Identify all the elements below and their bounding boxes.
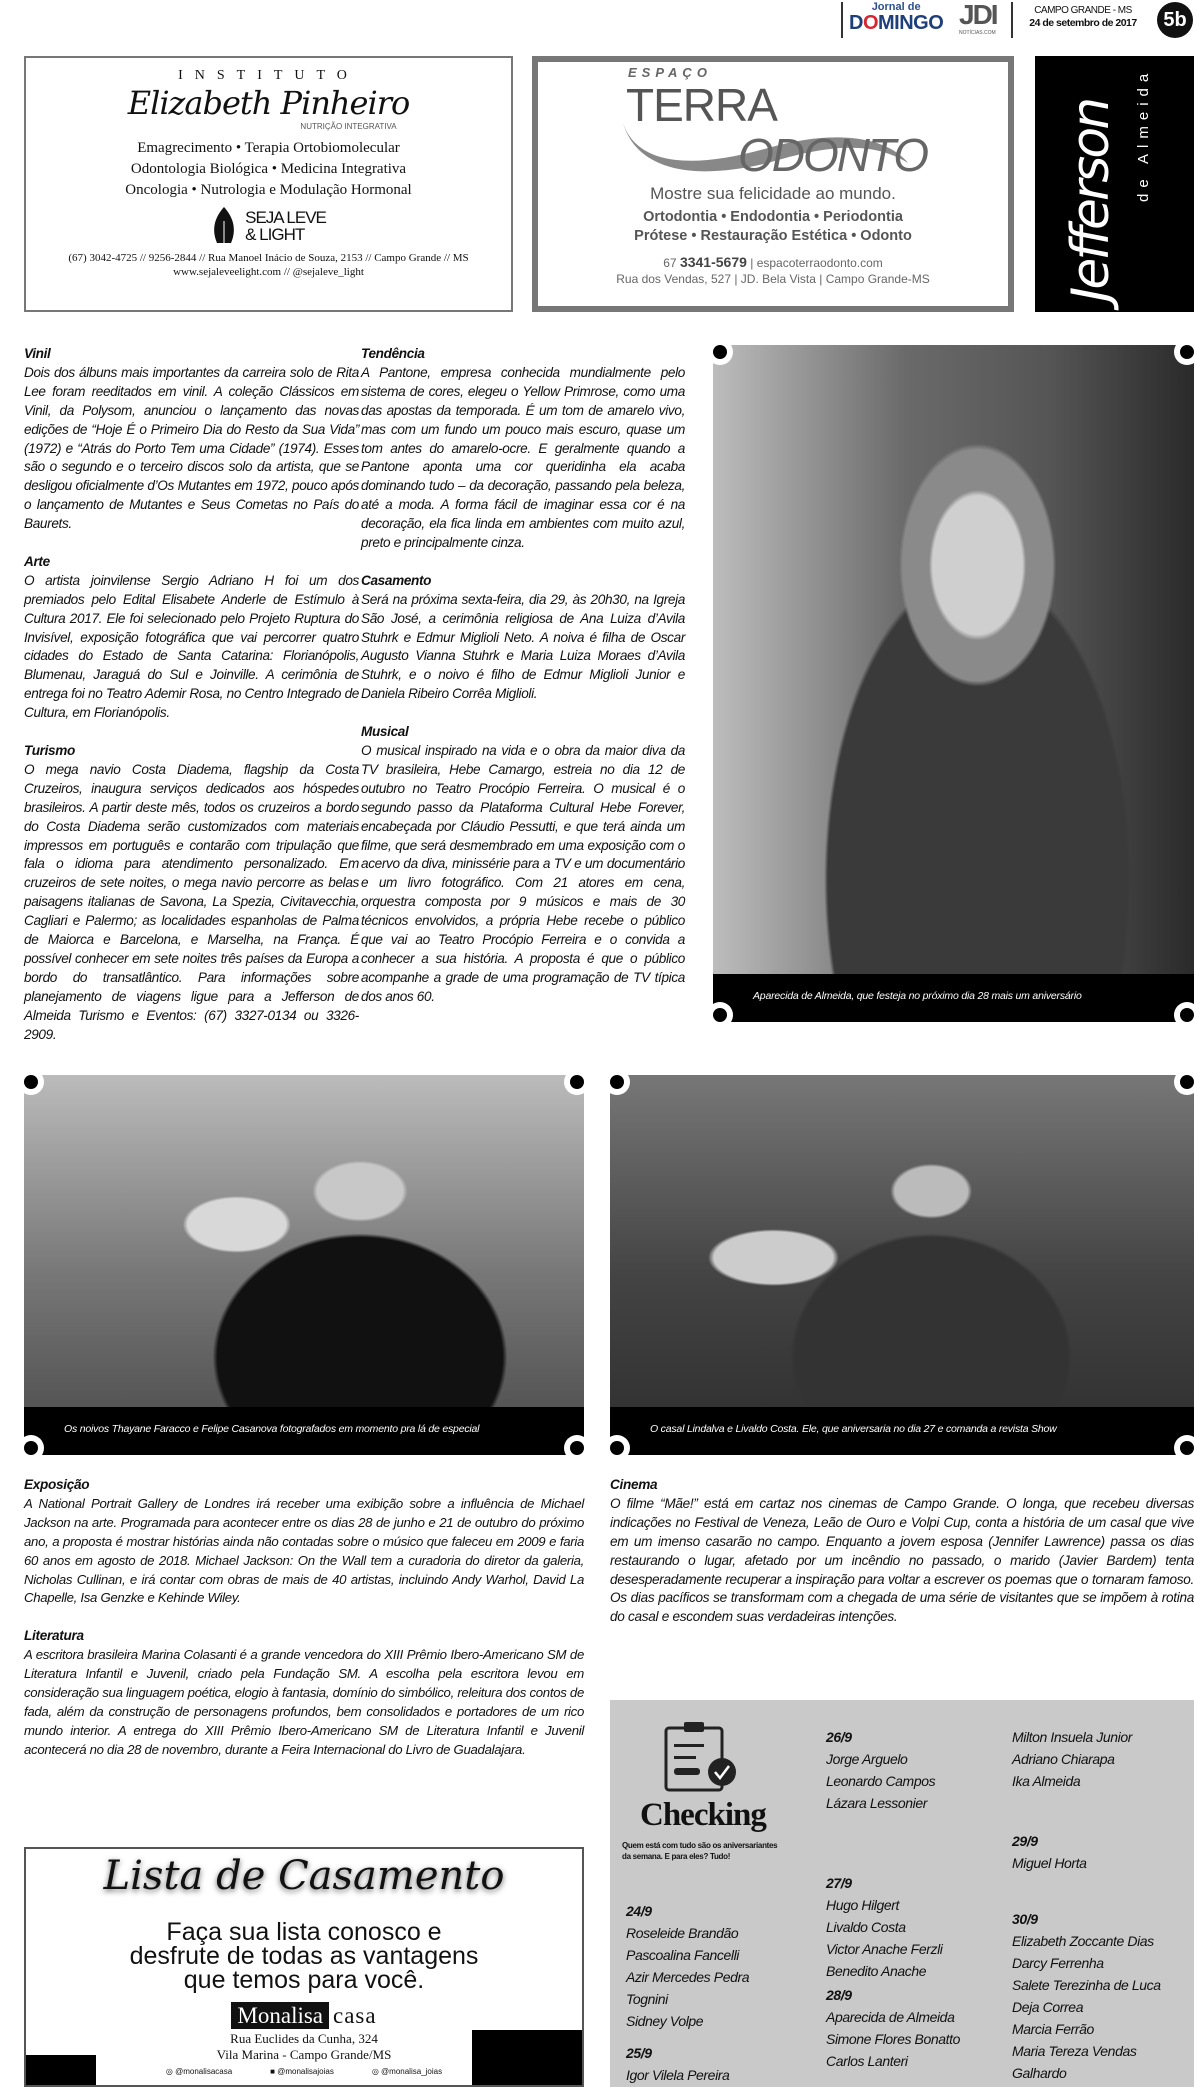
birthday-name: Roseleide Brandão xyxy=(626,1925,739,1941)
birthday-group xyxy=(1012,1908,1161,2084)
birthday-group xyxy=(826,1726,935,1814)
ad-web: www.sejaleveelight.com // @sejaleve_light xyxy=(173,266,364,278)
birthday-name: Simone Flores Bonatto xyxy=(826,2031,961,2047)
ad-espaco: ESPAÇO xyxy=(628,65,712,80)
logo-big-text xyxy=(849,13,943,33)
birthday-group xyxy=(826,1984,960,2072)
ad-ddd: 67 xyxy=(663,256,677,270)
instagram-handle: ◎ @monalisa_joias xyxy=(371,2067,443,2076)
birthday-name: Adriano Chiarapa xyxy=(1012,1751,1115,1767)
ad-service-line: Prótese • Restauração Estética • Odonto xyxy=(634,228,912,244)
monalisa-logo xyxy=(231,2002,376,2029)
birthday-name: Salete Terezinha de Luca xyxy=(1012,1977,1161,1993)
jdi-text: JDI xyxy=(959,0,997,30)
column-brand-jefferson xyxy=(1035,56,1194,312)
birthday-name: Hugo Hilgert xyxy=(826,1897,900,1913)
facebook-handle: ■ @monalisajoias xyxy=(270,2067,334,2076)
birthday-name: Lázara Lessonier xyxy=(826,1795,927,1811)
birthday-date: 25/9 xyxy=(626,2045,652,2061)
clipboard-check-icon xyxy=(662,1722,742,1794)
birthday-name: Darcy Ferrenha xyxy=(1012,1955,1104,1971)
photo-casal xyxy=(610,1075,1194,1455)
birthday-date: 27/9 xyxy=(826,1875,852,1891)
article-body: O mega navio Costa Diadema, flagship da Costa Cruzeiros, inaugura serviços dedicados aos hóspedes brasileiros. A partir deste mês, todos os cruzeiros a bordo do Costa Diadema serão customizados com materiais impressos em português e contarão com tripulação que fala o idioma para atendimento personalizado. Em cruzeiros de sete noites, o mega navio percorre as belas paisagens italianas de Savona, La Spezia, Civitavecchia, Cagliari e Palermo; as localidades espanholas de Palma de Maiorca e Barcelona, e Marselha, na França. É possível conhecer em sete noites três países da Europa a bordo do transatlântico. Para informações sobre planejamento de viagens ligue para a Jefferson de Almeida Turismo e Eventos: (67) 3327-0134 ou 3326-2909. xyxy=(24,761,359,1042)
birthday-name: Livaldo Costa xyxy=(826,1919,906,1935)
birthday-name: Pascoalina Fancelli xyxy=(626,1947,740,1963)
ad-body-line: Faça sua lista conosco e xyxy=(166,1918,442,1946)
divider xyxy=(1011,2,1013,38)
ad-service-line: Ortodontia • Endodontia • Periodontia xyxy=(643,209,903,225)
birthday-date: 28/9 xyxy=(826,1987,852,2003)
birthday-group xyxy=(826,1872,943,1982)
article-title: Tendência xyxy=(361,346,425,361)
ad-address: Rua Euclides da Cunha, 324 xyxy=(230,2031,378,2046)
article-title: Vinil xyxy=(24,346,51,361)
birthday-date: 26/9 xyxy=(826,1729,852,1745)
divider xyxy=(841,2,843,38)
brand-a: Monalisa xyxy=(231,2002,329,2029)
ad-title: Lista de Casamento xyxy=(103,1853,505,1899)
article-title: Casamento xyxy=(361,572,432,588)
date: 24 de setembro de 2017 xyxy=(1029,17,1137,29)
logo-letter: D xyxy=(849,12,863,34)
ad-service-line: Oncologia • Nutrologia e Modulação Hormonal xyxy=(125,182,412,198)
ad-terra: TERRA xyxy=(626,79,777,131)
column-3 xyxy=(24,1476,584,1778)
checking-intro: Quem está com tudo são os aniversariantes da semana. E para eles? Tudo! xyxy=(622,1841,778,1861)
city: CAMPO GRANDE - MS xyxy=(1034,5,1132,16)
brand-b: casa xyxy=(333,2003,377,2028)
handle: @monalisajoias xyxy=(277,2067,334,2076)
ad-body-line: que temos para você. xyxy=(183,1966,425,1994)
birthday-group xyxy=(1012,1830,1087,1874)
article-title: Arte xyxy=(24,553,50,569)
checking-birthdays xyxy=(610,1700,1194,2087)
birthday-name: Benedito Anache xyxy=(826,1963,927,1979)
photo-image xyxy=(713,345,1194,974)
article-body: O musical inspirado na vida e o obra da maior diva da TV brasileira, Hebe Camargo, estreia no dia 12 de outubro no Teatro Procópio Ferreira. O musical é o segundo passo da Plataforma Cultural Hebe Forever, encabeçada por Cláudio Pessutti, e que terá ainda um filme, que será desmembrado em uma exposição com o acervo da diva, minissérie para a TV e um documentário e um livro fotográfico. Com 21 atores em cena, orquestra composta por 9 músicos e mais de 30 técnicos envolvidos, a própria Hebe recebe o público que vai ao Teatro Procópio Ferreira e o convida a conhecer a sua história. A proposta é que o público acompanhe a grade de uma programação de TV típica dos anos 60. xyxy=(361,743,685,1004)
handle: @monalisa_joias xyxy=(381,2067,443,2076)
birthday-date: 29/9 xyxy=(1012,1833,1038,1849)
article-body: Dois dos álbuns mais importantes da carreira solo de Rita Lee foram reeditados em vinil. A coleção Clássicos em Vinil, da Polysom, anunciou o lançamento das novas edições de “Hoje É o Primeiro Dia do Resto da Sua Vida” (1972) e “Atrás do Porto Tem uma Cidade” (1974). Esses são o segundo e o terceiro discos solo da artista, que se desligou oficialmente d’Os Mutantes em 1972, pouco após o lançamento de Mutantes e Seus Cometas no País do Baurets. xyxy=(24,364,359,532)
ad-odonto: ODONTO xyxy=(738,129,928,181)
ad-service-line: Odontologia Biológica • Medicina Integrativa xyxy=(130,161,407,177)
birthday-name: Milton Insuela Junior xyxy=(1012,1729,1132,1745)
checking-title: Checking xyxy=(640,1797,766,1833)
brand-sub: de Almeida xyxy=(1135,67,1152,202)
photo-caption: Os noivos Thayane Faracco e Felipe Casanova fotografados em momento pra lá de especial xyxy=(24,1407,584,1455)
birthday-group xyxy=(1012,1726,1132,1792)
column-4 xyxy=(610,1476,1194,1646)
photo-image xyxy=(610,1075,1194,1407)
ad-terra-odonto: ESPAÇO TERRA ODONTO Mostre sua felicidade ao mundo. Ortodontia • Endodontia • Periodontia Prótese • Restauração Estética • Odonto 67 3341-5679 | espacoterraodonto.com Rua dos Vendas, 527 | JD. Bela Vista | Campo Grande-MS xyxy=(532,56,1014,312)
birthday-group xyxy=(626,1900,749,2032)
article-body: Será na próxima sexta-feira, dia 29, às 20h30, na Igreja São José, a cerimônia religiosa de Ana Luiza d’Avila Stuhrk e Edmur Miglioli Neto. A noiva é filha de Oscar Augusto Vianna Stuhrk e Maria Luiza Moraes d’Avila Stuhrk, e o noivo é filho de Edmur Miglioli Junior e Daniela Ribeiro Corrêa Miglioli. xyxy=(361,591,685,702)
birthday-date: 30/9 xyxy=(1012,1911,1038,1927)
logo-letter-o: O xyxy=(862,12,879,34)
jdi-logo xyxy=(959,0,997,36)
birthday-date: 24/9 xyxy=(626,1903,652,1919)
article-body: A Pantone, empresa conhecida mundialmente pelo sistema de cores, elegeu o Yellow Primrose, como uma das apostas da temporada. É um tom de amarelo vivo, mas com um fundo um pouco mais escuro, quase um tom antes do amarelo-ocre. E geralmente quando a Pantone aponta uma cor queridinha ela acaba dominando tudo – da decoração, passando pela beleza, até a moda. A forma fácil de imaginar essa cor é na decoração, ela fica linda em ambientes com muito azul, preto e principalmente cinza. xyxy=(361,364,685,551)
lotus-icon xyxy=(211,207,237,245)
gift-box-icon xyxy=(26,2055,96,2085)
birthday-name: Galhardo xyxy=(1012,2065,1067,2081)
photo-aparecida xyxy=(713,345,1194,1022)
column-2 xyxy=(361,345,685,1026)
ad-body-line: desfrute de todas as vantagens xyxy=(129,1942,479,1970)
birthday-name: Ika Almeida xyxy=(1012,1773,1081,1789)
dateline xyxy=(1015,4,1151,31)
gift-box-icon xyxy=(472,2030,582,2085)
article-title: Musical xyxy=(361,724,409,740)
article-body: A escritora brasileira Marina Colasanti é a grande vencedora do XIII Prêmio Ibero-Americano SM de Literatura Infantil e Juvenil, criado pela Fundação SM. A escolha pela escritora levou em consideração sua linguagem poética, elogio à fantasia, domínio do simbólico, releitura dos contos de fada, além da construção de personagens profundos, bem consolidados e portadores de um rico mundo interior. A entrega do XIII Prêmio Ibero-Americano SM de Literatura Infantil e Juvenil acontecerá no dia 28 de novembro, durante a Feira Internacional do Livro de Guadalajara. xyxy=(24,1647,584,1757)
masthead xyxy=(835,0,1194,42)
handle: @monalisacasa xyxy=(175,2067,233,2076)
birthday-name: Victor Anache Ferzli xyxy=(826,1941,943,1957)
logo-line: & LIGHT xyxy=(245,225,305,244)
logo-letters: MINGO xyxy=(878,12,944,34)
jdi-sub: NOTÍCIAS.COM xyxy=(959,30,996,36)
birthday-name: Jorge Arguelo xyxy=(826,1751,908,1767)
ad-phone: 3341-5679 xyxy=(679,254,747,270)
birthday-name: Carlos Lanteri xyxy=(826,2053,908,2069)
column-1 xyxy=(24,345,359,1063)
logo-small-text: Jornal de xyxy=(871,1,921,13)
photo-caption: Aparecida de Almeida, que festeja no próximo dia 28 mais um aniversário xyxy=(713,974,1194,1022)
article-body: O artista joinvilense Sergio Adriano H foi um dos premiados pelo Edital Elisabete Anderle de Estímulo à Cultura 2017. Ele foi selecionado pelo Projeto Ruptura do Invisível, exposição fotográfica que vai percorrer quatro cidades do Estado de Santa Catarina: Florianópolis, Blumenau, Jaraguá do Sul e Joinville. A cerimônia de entrega foi no Teatro Ademir Rosa, no Centro Integrado de Cultura, em Florianópolis. xyxy=(24,572,359,721)
birthday-name: Marcia Ferrão xyxy=(1012,2021,1094,2037)
article-title: Turismo xyxy=(24,743,75,758)
ad-brand-name: Elizabeth Pinheiro xyxy=(127,84,410,122)
ad-instituto: INSTITUTO xyxy=(178,68,359,83)
ad-services xyxy=(26,138,511,201)
ad-service-line: Emagrecimento • Terapia Ortobiomolecular xyxy=(137,140,400,156)
ad-contact: (67) 3042-4725 // 9256-2844 // Rua Manoel Inácio de Souza, 2153 // Campo Grande // MS xyxy=(68,252,469,264)
birthday-name: Maria Tereza Vendas xyxy=(1012,2043,1137,2059)
brand-name: Jefferson xyxy=(1061,99,1121,302)
ad-web: espacoterraodonto.com xyxy=(756,256,883,270)
ad-subtitle: NUTRIÇÃO INTEGRATIVA xyxy=(300,122,397,131)
article-title: Exposição xyxy=(24,1477,90,1492)
birthday-name: Deja Correa xyxy=(1012,1999,1084,2015)
birthday-group xyxy=(626,2042,729,2086)
logo-line: SEJA LEVE xyxy=(245,208,326,227)
corner-ornament xyxy=(1174,1435,1194,1455)
birthday-name: Leonardo Campos xyxy=(826,1773,936,1789)
birthday-name: Azir Mercedes Pedra xyxy=(626,1969,750,1985)
article-title: Literatura xyxy=(24,1628,84,1644)
ad-address: Rua dos Vendas, 527 | JD. Bela Vista | Campo Grande-MS xyxy=(616,272,930,286)
ad-lista-de-casamento xyxy=(24,1847,584,2087)
instagram-handle: ◎ @monalisacasa xyxy=(165,2067,233,2076)
seja-leve-logo xyxy=(26,207,511,245)
birthday-name: Aparecida de Almeida xyxy=(826,2009,955,2025)
birthday-name: Miguel Horta xyxy=(1012,1855,1087,1871)
corner-ornament xyxy=(1174,1002,1194,1022)
photo-noivos xyxy=(24,1075,584,1455)
ad-tagline: Mostre sua felicidade ao mundo. xyxy=(650,184,896,203)
birthday-name: Igor Vilela Pereira xyxy=(626,2067,730,2083)
birthday-name: Elizabeth Zoccante Dias xyxy=(1012,1933,1154,1949)
page-number-badge: 5b xyxy=(1157,2,1193,38)
corner-ornament xyxy=(564,1435,584,1455)
jornal-de-domingo-logo xyxy=(849,2,943,33)
ad-address: Vila Marina - Campo Grande/MS xyxy=(216,2047,392,2062)
ad-elizabeth-pinheiro xyxy=(24,56,513,312)
article-title: Cinema xyxy=(610,1477,658,1492)
article-body: O filme “Mãe!” está em cartaz nos cinemas de Campo Grande. O longa, que recebeu diversas indicações no Festival de Veneza, Leão de Ouro e Volpi Cup, conta a história de um casal que vive em um imenso casarão no campo. Enquanto a jovem esposa (Jennifer Lawrence) passa os dias restaurando o lugar, afetado por um incêndio no passado, o marido (Javier Bardem) tenta desesperadamente recuperar a inspiração para voltar a escrever os poemas que o tornaram famoso. Os dias pacíficos se transformam com a chegada de uma série de visitantes que se impõem à rotina do casal e escondem suas verdadeiras intenções. xyxy=(610,1495,1194,1625)
article-body: A National Portrait Gallery de Londres irá receber uma exibição sobre a influência de Michael Jackson na arte. Programada para acontecer entre os dias 28 de junho e 21 de outubro do próximo ano, a proposta é mostrar histórias ainda não contadas sobre o músico que faleceu em 2009 e faria 60 anos em agosto de 2018. Michael Jackson: On the Wall tem a curadoria do diretor da galeria, Nicholas Cullinan, e irá contar com obras de mais de 40 artistas, incluindo Andy Warhol, David La Chapelle, Isa Genzke e Kehinde Wiley. xyxy=(24,1495,584,1606)
photo-caption: O casal Lindalva e Livaldo Costa. Ele, que aniversaria no dia 27 e comanda a revista Show xyxy=(610,1407,1194,1455)
birthday-name: Sidney Volpe xyxy=(626,2013,704,2029)
photo-image xyxy=(24,1075,584,1407)
birthday-name: Tognini xyxy=(626,1991,668,2007)
